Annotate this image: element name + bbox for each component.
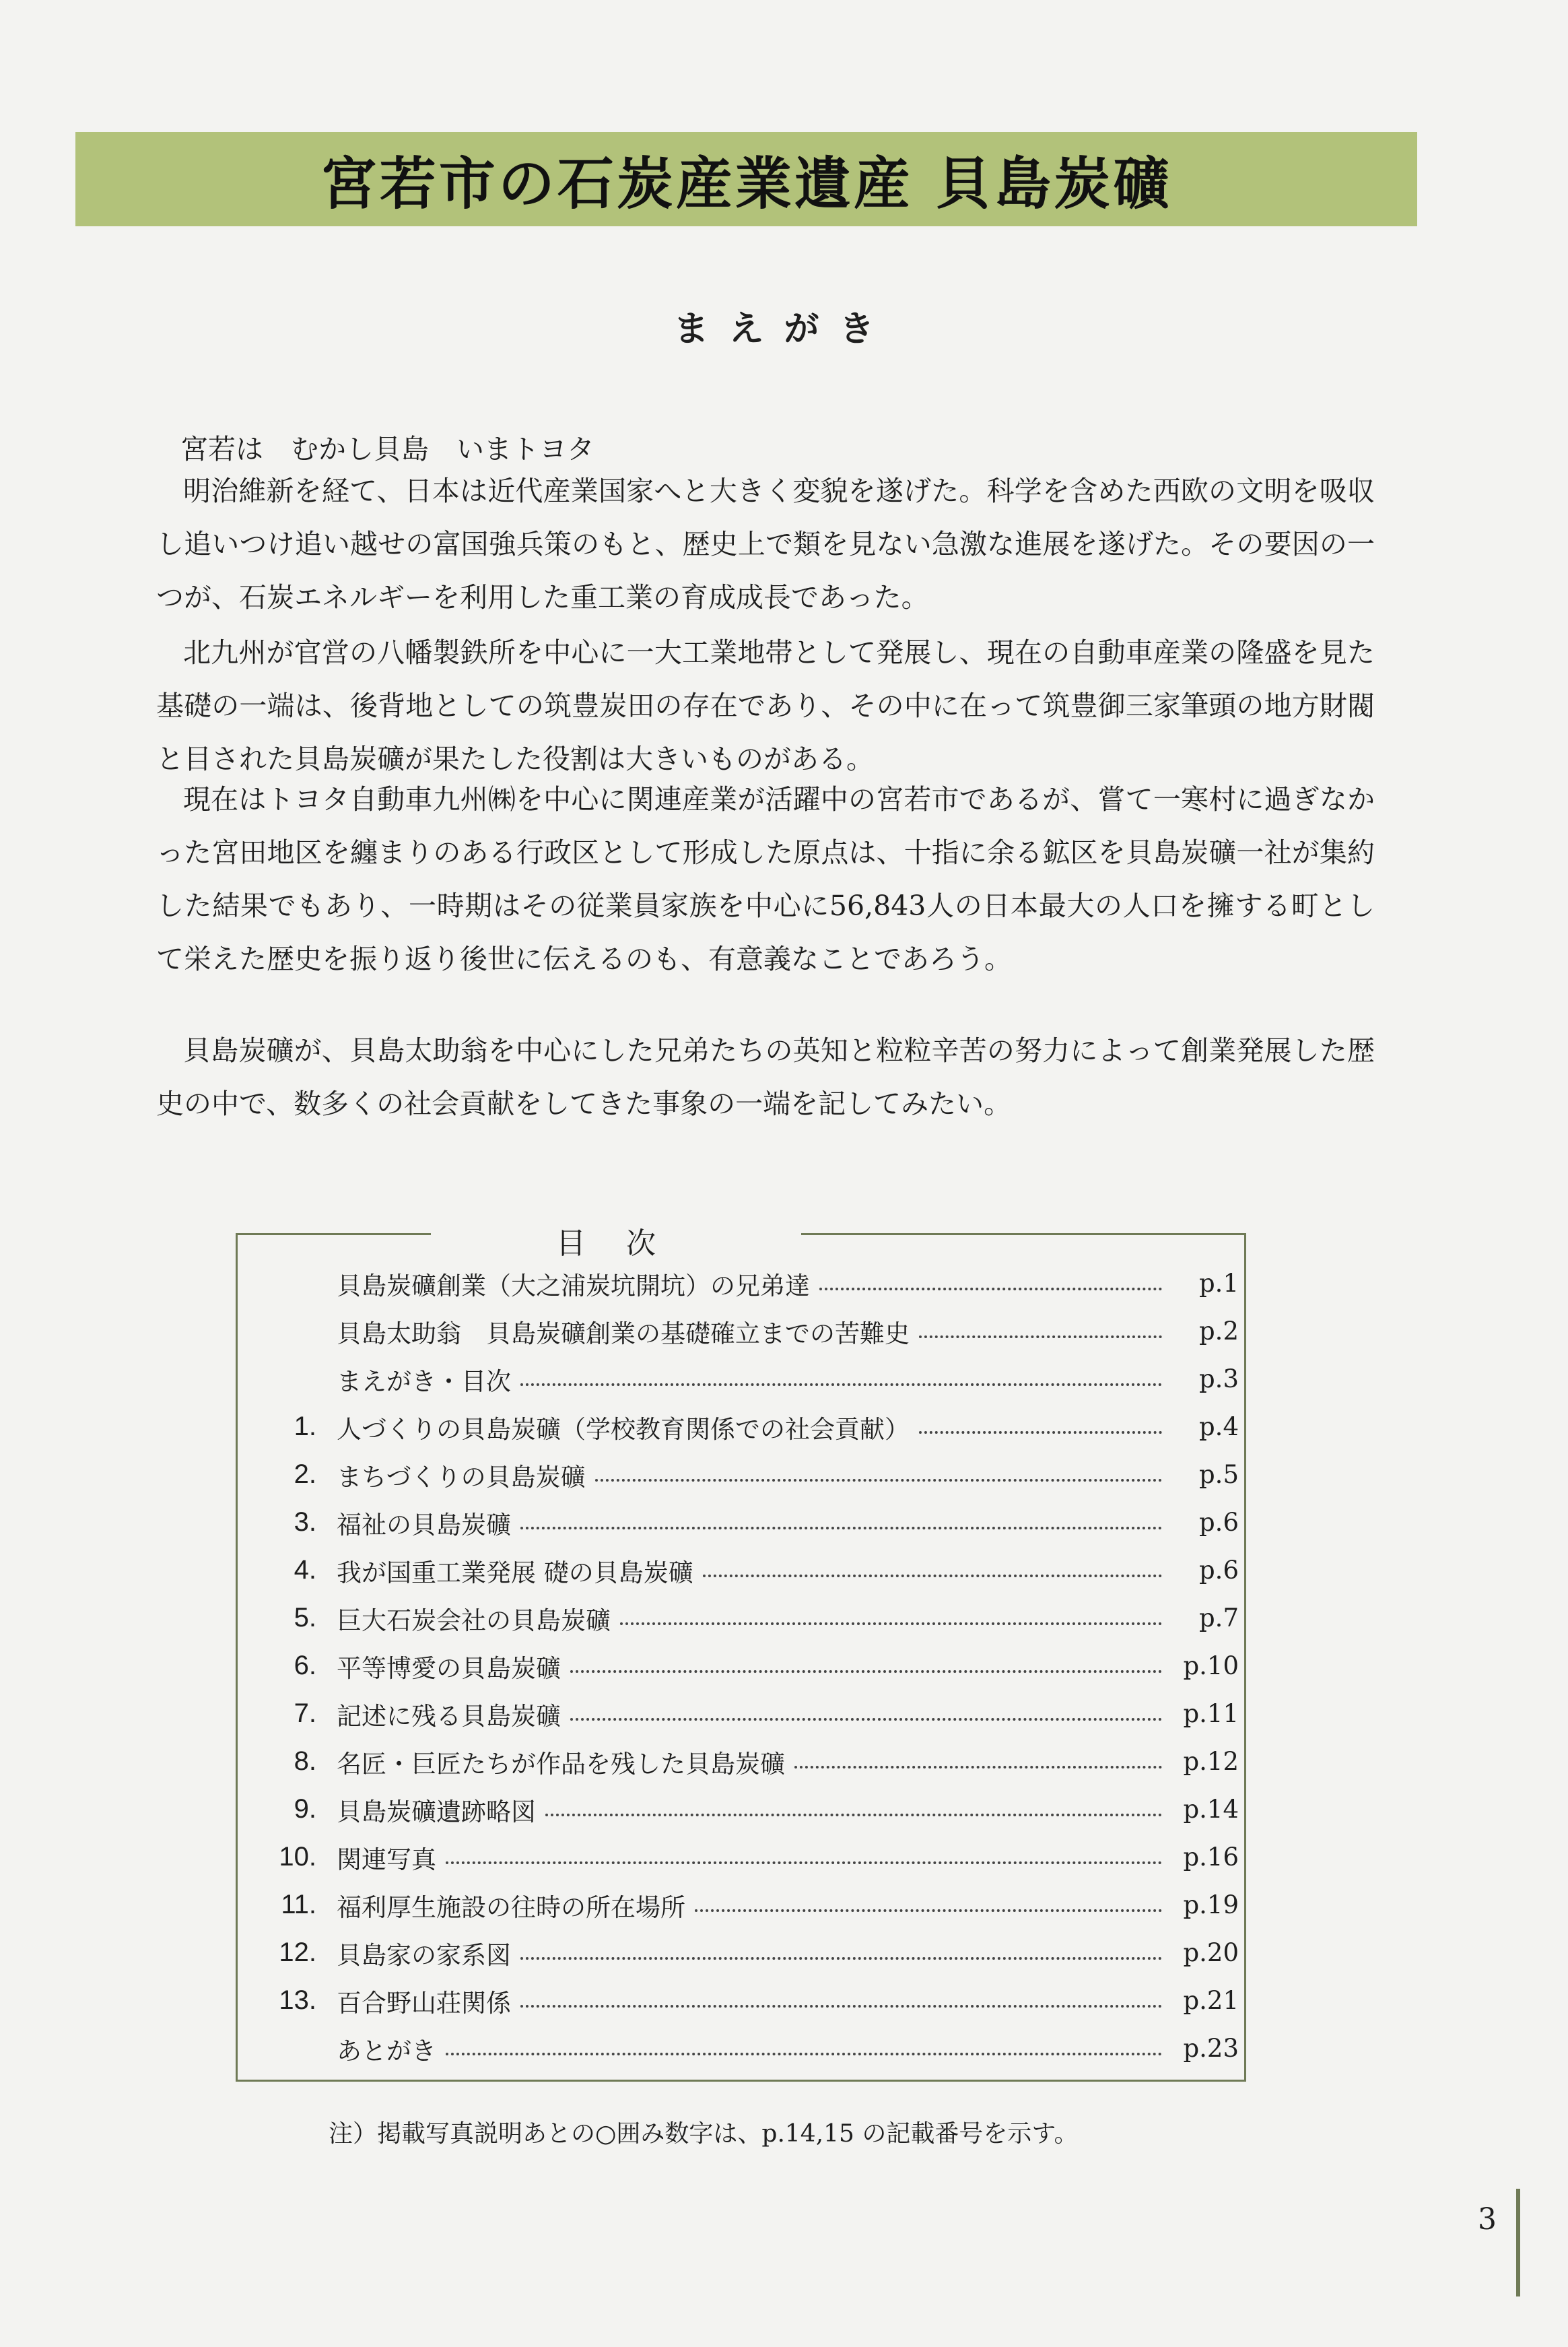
- toc-number: 13.: [279, 1985, 316, 2015]
- toc-entry[interactable]: [256, 1594, 1239, 1642]
- toc-text: 巨大石炭会社の貝島炭礦: [337, 1606, 611, 1635]
- toc-text: まちづくりの貝島炭礦: [337, 1462, 586, 1492]
- toc-number: 3.: [294, 1507, 316, 1537]
- toc-number: 5.: [294, 1603, 316, 1632]
- toc-page: p.11: [1183, 1699, 1239, 1728]
- toc-number: 7.: [294, 1698, 316, 1728]
- toc-leader: [520, 2005, 1162, 2008]
- toc-page: p.19: [1183, 1890, 1239, 1919]
- toc-leader: [620, 1622, 1162, 1625]
- page-rule: [1516, 2189, 1520, 2296]
- toc-page: p.6: [1199, 1508, 1239, 1537]
- toc-entry[interactable]: [256, 1307, 1239, 1355]
- toc-entry[interactable]: [256, 1785, 1239, 1833]
- toc-entry[interactable]: [256, 2024, 1239, 2072]
- toc-text: 我が国重工業発展 礎の貝島炭礦: [337, 1558, 693, 1587]
- toc-number: 2.: [294, 1459, 316, 1489]
- toc-number: 1.: [294, 1412, 316, 1441]
- section-subtitle: まえがき: [673, 308, 895, 350]
- toc-text: 貝島太助翁 貝島炭礦創業の基礎確立までの苦難史: [337, 1319, 910, 1348]
- toc-leader: [919, 1335, 1162, 1338]
- footnote: 注）掲載写真説明あとの○囲み数字は、p.14,15 の記載番号を示す。: [329, 2120, 1079, 2148]
- paragraph: 現在はトヨタ自動車九州㈱を中心に関連産業が活躍中の宮若市であるが、嘗て一寒村に過ぎなかった宮田地区を纏まりのある行政区として形成した原点は、十指に余る鉱区を貝島炭礦一社が集約した結果でもあり、一時期はその従業員家族を中心に56,843人の日本最大の人口を擁する町として栄えた歴史を振り返り後世に伝えるのも、有意義なことであろう。: [156, 783, 1375, 975]
- toc-leader: [919, 1431, 1162, 1434]
- toc-entry[interactable]: [256, 1451, 1239, 1498]
- toc-page: p.23: [1183, 2034, 1239, 2063]
- toc-page: p.3: [1199, 1364, 1239, 1393]
- toc-page: p.14: [1183, 1795, 1239, 1824]
- toc-text: まえがき・目次: [337, 1366, 511, 1396]
- toc-number: 12.: [279, 1938, 316, 1967]
- toc-entry[interactable]: [256, 1546, 1239, 1594]
- toc-entry[interactable]: [256, 1977, 1239, 2024]
- toc-leader: [520, 1383, 1162, 1386]
- toc-leader: [570, 1718, 1162, 1721]
- toc-page: p.20: [1183, 1938, 1239, 1967]
- toc-text: 福利厚生施設の往時の所在場所: [337, 1892, 685, 1922]
- toc-number: 10.: [279, 1842, 316, 1872]
- toc-entry[interactable]: [256, 1498, 1239, 1546]
- toc-page: p.1: [1199, 1269, 1239, 1298]
- toc-entry[interactable]: [256, 1259, 1239, 1307]
- toc-entry[interactable]: [256, 1738, 1239, 1785]
- toc-leader: [570, 1670, 1162, 1673]
- toc-entry[interactable]: [256, 1642, 1239, 1690]
- toc-leader: [819, 1288, 1162, 1290]
- toc-entry[interactable]: [256, 1355, 1239, 1403]
- paragraph: 明治維新を経て、日本は近代産業国家へと大きく変貌を遂げた。科学を含めた西欧の文明を吸収し追いつけ追い越せの富国強兵策のもと、歴史上で類を見ない急激な進展を遂げた。その要因の一つが、石炭エネルギーを利用した重工業の育成成長であった。: [156, 475, 1375, 614]
- toc-text: 名匠・巨匠たちが作品を残した貝島炭礦: [337, 1749, 785, 1779]
- toc-number: 4.: [294, 1555, 316, 1585]
- toc-entry[interactable]: [256, 1833, 1239, 1881]
- toc-page: p.21: [1183, 1986, 1239, 2015]
- toc-entry[interactable]: [256, 1690, 1239, 1738]
- paragraph: 貝島炭礦が、貝島太助翁を中心にした兄弟たちの英知と粒粒辛苦の努力によって創業発展した歴史の中で、数多くの社会貢献をしてきた事象の一端を記してみたい。: [156, 1034, 1375, 1120]
- toc-text: 平等博愛の貝島炭礦: [337, 1653, 561, 1683]
- toc-text: 福祉の貝島炭礦: [337, 1510, 511, 1540]
- toc-page: p.2: [1199, 1317, 1239, 1346]
- toc-number: 6.: [294, 1651, 316, 1680]
- toc-leader: [545, 1814, 1162, 1816]
- toc-entry[interactable]: [256, 1929, 1239, 1977]
- toc-page: p.7: [1199, 1604, 1239, 1632]
- toc-page: p.6: [1199, 1556, 1239, 1585]
- toc-number: 9.: [294, 1794, 316, 1824]
- toc-leader: [794, 1766, 1162, 1768]
- toc-leader: [446, 2053, 1162, 2055]
- toc-number: 8.: [294, 1746, 316, 1776]
- toc-title: 目次: [431, 1219, 801, 1262]
- toc-leader: [695, 1909, 1162, 1912]
- page-title: 宮若市の石炭産業遺産 貝島炭礦: [320, 150, 1173, 217]
- toc-page: p.12: [1183, 1747, 1239, 1776]
- toc-text: 貝島家の家系図: [337, 1940, 511, 1970]
- toc-number: 11.: [281, 1890, 316, 1919]
- toc-page: p.5: [1199, 1460, 1239, 1489]
- toc-page: p.4: [1199, 1412, 1239, 1441]
- toc-text: あとがき: [337, 2036, 436, 2065]
- toc-text: 貝島炭礦創業（大之浦炭坑開坑）の兄弟達: [337, 1271, 810, 1300]
- toc-leader: [520, 1527, 1162, 1529]
- page-number: 3: [1478, 2202, 1497, 2237]
- toc-text: 貝島炭礦遺跡略図: [337, 1797, 536, 1826]
- toc-leader: [595, 1479, 1162, 1482]
- toc-entry[interactable]: [256, 1881, 1239, 1929]
- toc-text: 百合野山荘関係: [337, 1988, 511, 2018]
- toc-page: p.16: [1183, 1843, 1239, 1872]
- toc-text: 記述に残る貝島炭礦: [337, 1701, 561, 1731]
- toc-leader: [703, 1575, 1162, 1577]
- toc-entry[interactable]: [256, 1403, 1239, 1451]
- toc-leader: [446, 1861, 1162, 1864]
- toc-page: p.10: [1183, 1651, 1239, 1680]
- toc-text: 関連写真: [337, 1845, 436, 1874]
- toc-text: 人づくりの貝島炭礦（学校教育関係での社会貢献）: [337, 1414, 910, 1444]
- lead-line: 宮若は むかし貝島 いまトヨタ: [180, 433, 594, 465]
- toc-leader: [520, 1957, 1162, 1960]
- title-band: [75, 132, 1417, 226]
- paragraph: 北九州が官営の八幡製鉄所を中心に一大工業地帯として発展し、現在の自動車産業の隆盛を見た基礎の一端は、後背地としての筑豊炭田の存在であり、その中に在って筑豊御三家筆頭の地方財閥と目された貝島炭礦が果たした役割は大きいものがある。: [156, 636, 1375, 775]
